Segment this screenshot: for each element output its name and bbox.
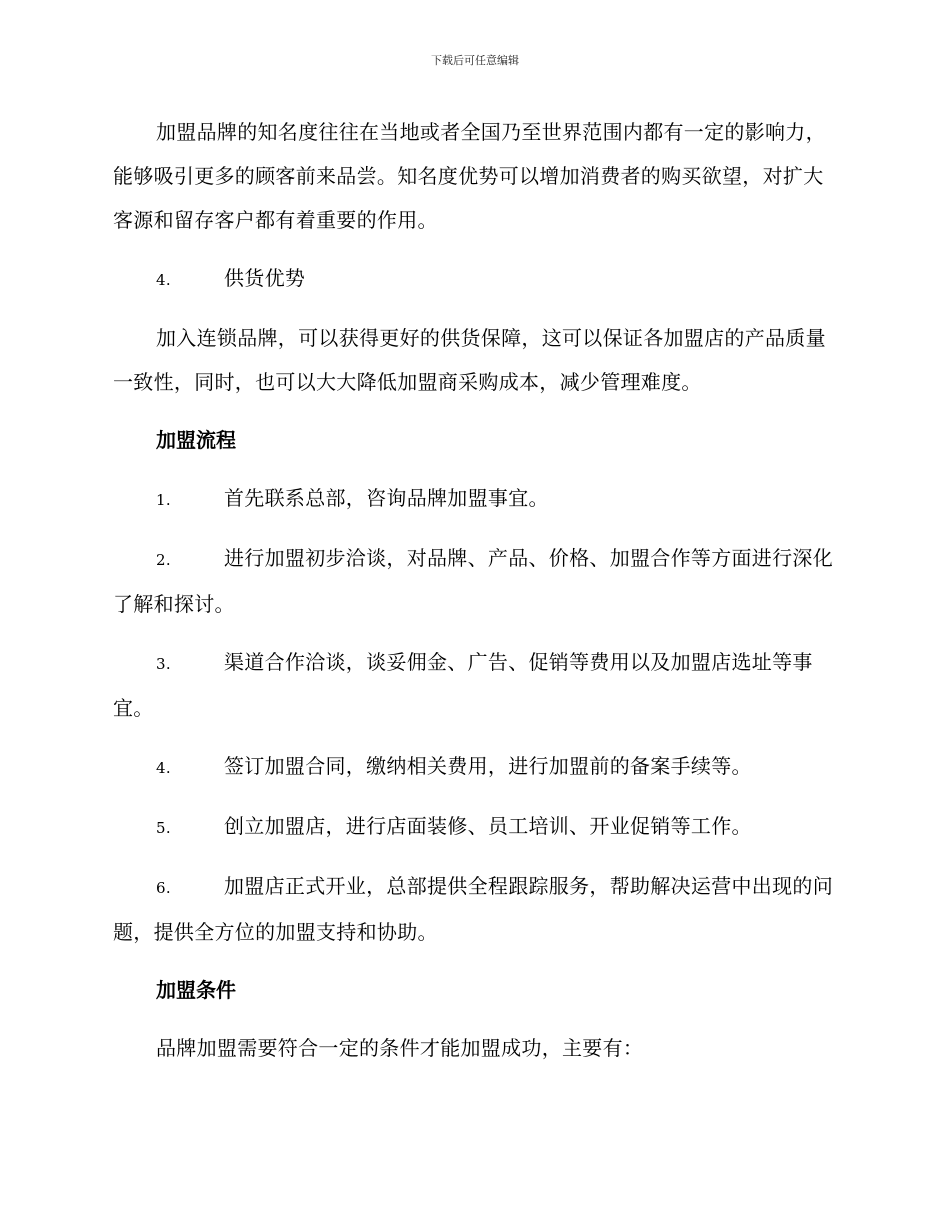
- item-title: 供货优势: [224, 266, 306, 290]
- step-text: 签订加盟合同，缴纳相关费用，进行加盟前的备案手续等。: [224, 754, 752, 778]
- process-step: [113, 864, 835, 954]
- process-heading: 加盟流程: [156, 428, 236, 452]
- process-step: [113, 476, 835, 522]
- step-number: 6.: [156, 879, 171, 897]
- step-text: 创立加盟店，进行店面装修、员工培训、开业促销等工作。: [224, 814, 752, 838]
- supply-advantage-item: [113, 256, 835, 302]
- step-number: 3.: [156, 655, 171, 673]
- conditions-paragraph: 品牌加盟需要符合一定的条件才能加盟成功，主要有：: [156, 1036, 644, 1060]
- step-text: 首先联系总部，咨询品牌加盟事宜。: [224, 486, 549, 510]
- step-text: 进行加盟初步洽谈，对品牌、产品、价格、加盟合作等方面进行深化了解和探讨。: [113, 546, 833, 616]
- process-step: [113, 804, 835, 850]
- intro-paragraph: 加盟品牌的知名度往往在当地或者全国乃至世界范围内都有一定的影响力，能够吸引更多的顾客前来品尝。知名度优势可以增加消费者的购买欲望，对扩大客源和留存客户都有着重要的作用。: [113, 120, 826, 232]
- conditions-heading: 加盟条件: [156, 978, 236, 1002]
- process-step: [113, 744, 835, 790]
- step-number: 5.: [156, 819, 171, 837]
- step-text: 加盟店正式开业，总部提供全程跟踪服务，帮助解决运营中出现的问题，提供全方位的加盟支持和协助。: [113, 874, 833, 944]
- step-text: 渠道合作洽谈，谈妥佣金、广告、促销等费用以及加盟店选址等事宜。: [113, 650, 813, 720]
- page-header-note: 下载后可任意编辑: [431, 54, 519, 67]
- process-step: [113, 536, 835, 626]
- item-number: 4.: [156, 271, 171, 289]
- step-number: 4.: [156, 759, 171, 777]
- supply-paragraph: 加入连锁品牌，可以获得更好的供货保障，这可以保证各加盟店的产品质量一致性，同时，也可以大大降低加盟商采购成本，减少管理难度。: [113, 326, 826, 394]
- process-step: [113, 640, 835, 730]
- step-number: 1.: [156, 491, 171, 509]
- step-number: 2.: [156, 551, 171, 569]
- document-body: [113, 110, 835, 1070]
